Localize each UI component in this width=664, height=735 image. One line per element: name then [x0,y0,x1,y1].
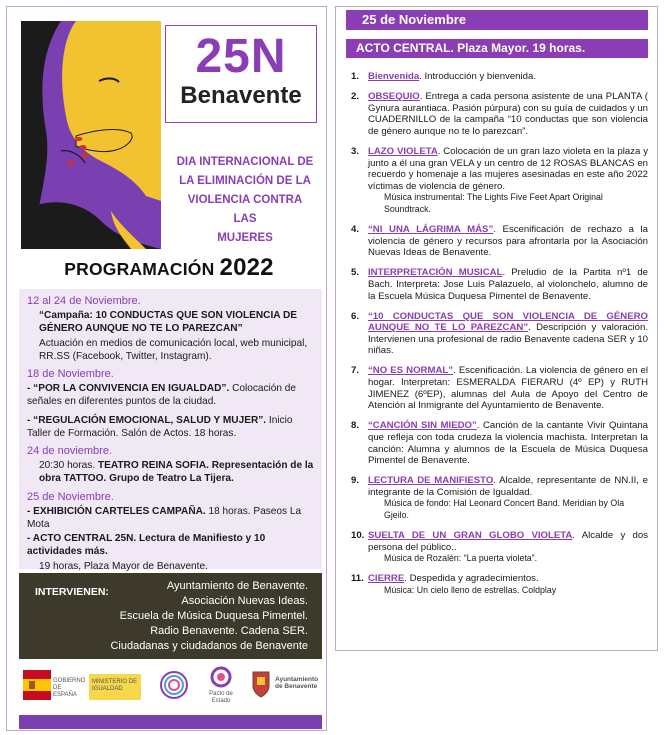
program-item-number: 9. [351,475,360,487]
program-item [348,71,648,83]
program-item-number: 8. [351,420,360,432]
program-item-number: 2. [351,91,360,103]
program-item-music: Música: Un cielo lleno de estrellas. Coldplay [384,584,557,595]
program-item [348,267,648,302]
schedule-line-bold: TEATRO REINA SOFIA. Representación de la obra TATTOO. Grupo de Teatro La Tijera. [39,460,314,485]
program-item-number: 4. [351,224,360,236]
schedule-box [19,289,322,572]
poster-left-panel [6,6,327,731]
program-item-text: . Entrega a cada persona asistente de una PLANTA ( Gynura aurantiaca. Pasión púrpura) con su guía de cuidados y un CUADERNILLO de la campaña “10 conductas que son violencia de género aunque no te lo parezcan”. [368,91,648,137]
program-item [348,146,648,216]
program-item-keyword: SUELTA DE UN GRAN GLOBO VIOLETA [368,530,573,542]
schedule-line-bold: - EXHIBICIÓN CARTELES CAMPAÑA. [27,505,206,517]
ministerio-text: MINISTERIO DE IGUALDAD [89,674,141,700]
program-item-music: Música instrumental: The Lights Five Feet Apart Original Soundtrack. [384,192,603,214]
ayuntamiento-logo [251,668,271,701]
schedule-line [27,382,314,408]
schedule-line-bold: “Campaña: 10 CONDUCTAS QUE SON VIOLENCIA DE GÉNERO AUNQUE NO TE LO PAREZCAN” [39,310,297,335]
intervienen-box [19,573,322,659]
schedule-line [27,309,314,335]
schedule-line [27,532,314,558]
rainbow-logo [159,670,189,703]
gobierno-logo [23,670,51,703]
poster-title: 25N [195,30,287,83]
pacto-text: Pacto de Estado [209,691,233,704]
rainbow-icon [159,670,189,700]
program-right-panel [335,6,658,651]
schedule-date: 24 de noviembre. [27,445,112,458]
programacion-heading [21,254,317,282]
header-date: 25 de Noviembre [346,10,648,30]
intervienen-item: Ayuntamiento de Benavente. [166,580,308,592]
program-item-text: . Canción de la cantante Vivir Quintana que refleja con toda crudeza la violencia machista. Interpretan la canción: Alumna y alumnos de la Escuela de Música Duquesa Pimentel de Benavente. [368,420,648,467]
program-item [348,91,648,137]
schedule-line: 19 horas, Plaza Mayor de Benavente. [39,560,208,572]
program-item [348,420,648,466]
poster-hero [21,21,317,249]
title-box [165,25,317,123]
schedule-line-bold: - “REGULACIÓN EMOCIONAL, SALUD Y MUJER”. [27,414,267,426]
program-item-number: 1. [351,71,360,82]
program-item-text: . Colocación de un gran lazo violeta en la plaza y junto a él una gran VELA y un centro de 12 ROSAS BLANCAS en recuerdo y homenaje a las mujeres asesinadas en este año 2022 víctimas de violencia de género. [368,145,649,192]
schedule-line: Actuación en medios de comunicación local, web municipal, RR.SS (Facebook, Twitter, Instagram). [39,337,308,362]
pacto-icon [209,666,233,688]
program-item-text: . Alcalde, representante de NN.II, e integrante de la Comisión de Igualdad. [368,475,648,498]
schedule-date: 25 de Noviembre. [27,490,114,503]
intervienen-item: Ciudadanas y ciudadanos de Benavente [110,640,308,652]
program-item [348,530,648,565]
schedule-line-bold: - “POR LA CONVIVENCIA EN IGUALDAD”. [27,383,230,395]
programacion-label: PROGRAMACIÓN [64,259,215,279]
schedule-line-rest: Colocación de señales en diferentes puntos de la ciudad. [27,383,297,408]
program-item-text: . Alcalde y dos persona del público.. [368,530,648,553]
program-item-text: . Preludio de la Partita nº1 de Bach. Interpreta: Jose Luis Palazuelo, al violonchelo, alumno de la Escuela Música Duquesa Pimentel de Benavente. [368,267,648,302]
program-item-number: 5. [351,267,360,279]
poster-city: Benavente [180,82,302,109]
ayuntamiento-text: Ayuntamiento de Benavente [275,676,319,690]
program-item-keyword: “CANCIÓN SIN MIEDO” [368,420,477,432]
intervienen-item: Radio Benavente. Cadena SER. [150,625,308,637]
intervienen-label: INTERVIENEN: [35,586,109,598]
program-item-text: . Escenificación. La violencia de género en el hogar. Interpretan: ESMERALDA FIERARU (4º EP) y RUTH JIMENEZ (6ºEP), alumnas del Aula de Apoyo del Centro de Atención al Inmigrante del Ayuntamiento de Benavente. [368,365,649,412]
subtitle-line: LA ELIMINACIÓN DE LA [179,175,311,187]
program-item-number: 7. [351,365,360,377]
program-item [348,573,648,596]
sponsor-logos [19,664,322,712]
program-item-keyword: LAZO VIOLETA [368,145,438,157]
program-item-music: Música de fondo: Hal Leonard Concert Band. Meridian by Ola Gjeilo. [384,498,625,520]
program-item-keyword: INTERPRETACIÓN MUSICAL [368,267,503,279]
schedule-line-rest: 18 horas. Paseos La Mota [27,505,302,531]
program-item-text: . Introducción y bienvenida. [419,71,536,82]
subtitle-line: VIOLENCIA CONTRA LAS [187,194,303,225]
program-item-keyword: OBSEQUIO [368,91,420,103]
program-item-number: 3. [351,145,360,157]
program-item-keyword: “NO ES NORMAL” [368,365,454,377]
program-item-keyword: LECTURA DE MANIFIESTO [368,475,494,487]
program-items [348,71,648,605]
woman-face-icon [21,21,161,249]
intervienen-item: Asociación Nuevas Ideas. [181,595,308,607]
schedule-line [27,459,314,485]
schedule-line [27,505,314,531]
program-item-number: 11. [351,573,364,585]
intervienen-item: Escuela de Música Duquesa Pimentel. [119,610,308,622]
header-acto: ACTO CENTRAL. Plaza Mayor. 19 horas. [346,39,648,58]
programacion-year: 2022 [219,254,274,281]
subtitle-line: MUJERES [217,232,273,244]
program-item-keyword: “NI UNA LÁGRIMA MÁS” [368,224,494,236]
program-item-keyword: “10 CONDUCTAS QUE SON VIOLENCIA DE GÉNERO AUNQUE NO TE LO PAREZCAN” [368,310,648,334]
schedule-date: 12 al 24 de Noviembre. [27,295,141,307]
schedule-date: 18 de Noviembre. [27,368,114,381]
program-item [348,224,648,259]
woman-illustration [21,21,161,249]
program-item-number: 6. [351,310,360,322]
bottom-stripe [19,715,322,729]
program-item-text: . Descripción y valoración. Intervienen una profesional de radio Benavente cadena SER y 10 niñas. [368,322,648,357]
program-item [348,311,648,357]
program-item-keyword: CIERRE [368,573,405,585]
pacto-logo [201,666,241,705]
schedule-line-rest: Inicio Taller de Formación. Salón de Actos. 18 horas. [27,414,293,439]
gobierno-text: GOBIERNO DE ESPAÑA [53,678,86,698]
schedule-line-lead: 20:30 horas. [39,460,98,472]
program-item [348,365,648,411]
program-item-music: Música de Rozalén: “La puerta violeta”. [384,553,538,564]
subtitle-line: DIA INTERNACIONAL DE [176,156,314,168]
poster-subtitle [175,153,315,248]
intervienen-list [110,579,308,654]
spain-flag-icon [23,670,51,700]
program-item-keyword: Bienvenida [368,71,420,82]
program-item-text: . Despedida y agradecimientos. [404,573,539,585]
schedule-line [27,414,314,440]
program-item-text: . Escenificación de rechazo a la violencia de género y recursos para afrontarla por la Asociación Nuevas Ideas de Benavente. [368,224,649,259]
program-item [348,475,648,521]
schedule-line-bold: - ACTO CENTRAL 25N. Lectura de Manifiesto y 10 actividades más. [27,533,266,558]
coat-of-arms-icon [251,668,271,698]
program-item-number: 10. [351,530,365,542]
